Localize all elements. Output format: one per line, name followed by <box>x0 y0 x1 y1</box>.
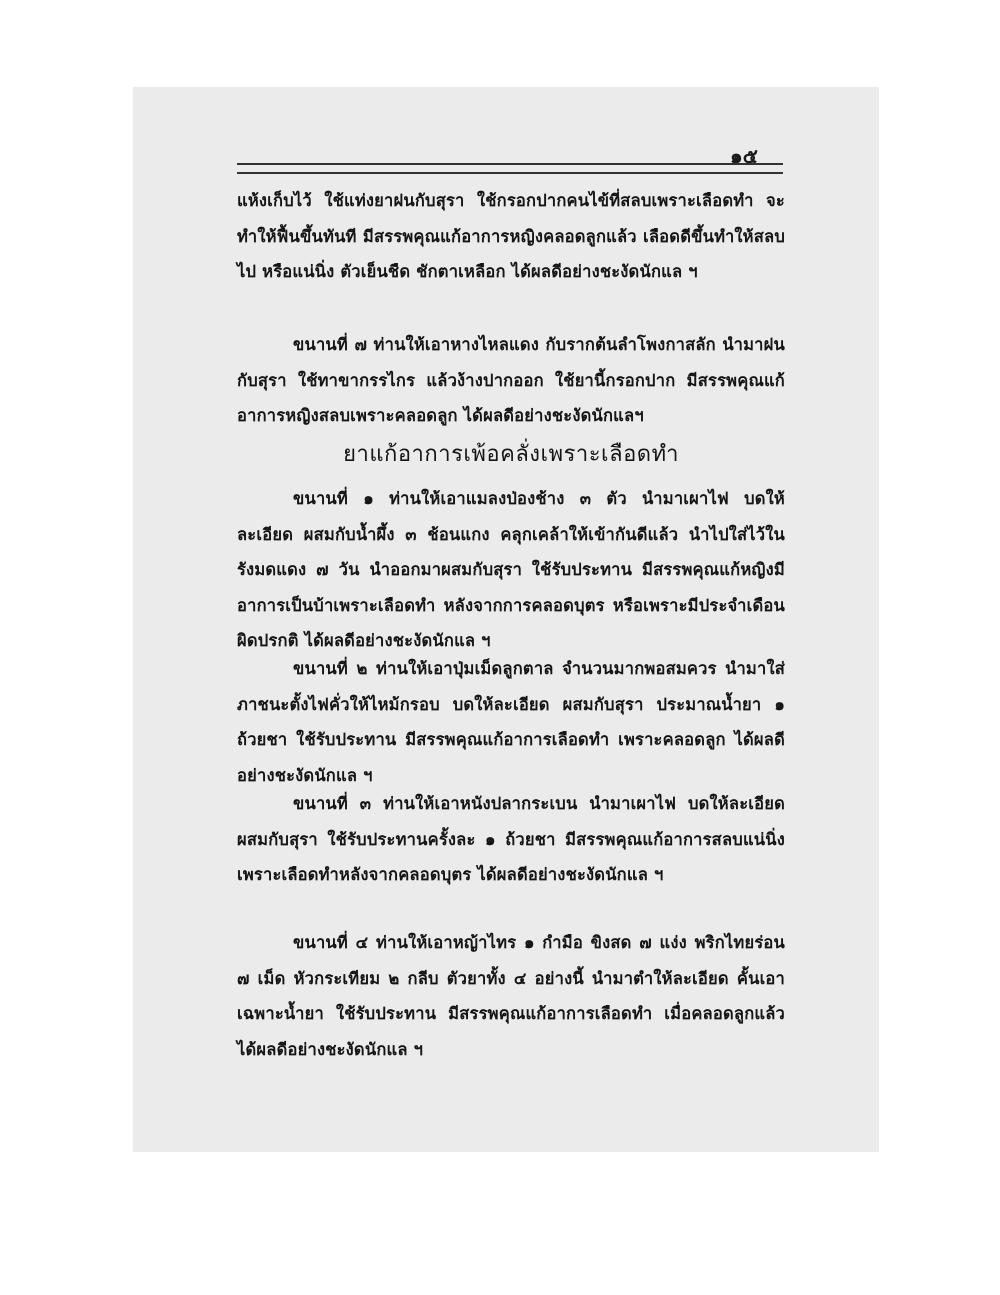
section-heading: ยาแก้อาการเพ้อคลั่งเพราะเลือดทำ <box>343 442 679 467</box>
header-rule <box>237 163 783 174</box>
paragraph-recipe-3: ขนานที่ ๓ ท่านให้เอาหนังปลากระเบน นำมาเผาไฟ บดให้ละเอียดผสมกับสุรา ใช้รับประทานครั้งละ ๑ ถ้วยชา มีสรรพคุณแก้อาการสลบแน่นิ่ง เพราะเลือดทำหลังจากคลอดบุตร ได้ผลดีอย่างชะงัดนักแล ฯ <box>237 794 785 884</box>
paragraph-recipe-7: ขนานที่ ๗ ท่านให้เอาหางไหลแดง กับรากต้นลำโพงกาสลัก นำมาฝนกับสุรา ใช้ทาขากรรไกร แล้วง้างปากออก ใช้ยานี้กรอกปาก มีสรรพคุณแก้อาการหญิงสลบเพราะคลอดลูก ได้ผลดีอย่างชะงัดนักแลฯ <box>237 335 785 425</box>
paragraph-recipe-1: ขนานที่ ๑ ท่านให้เอาแมลงป่องช้าง ๓ ตัว นำมาเผาไฟ บดให้ละเอียด ผสมกับน้ำผึ้ง ๓ ช้อนแกง คลุกเคล้าให้เข้ากันดีแล้ว นำไปใส่ไว้ในรังมดแดง ๗ วัน นำออกมาผสมกับสุรา ใช้รับประทาน มีสรรพคุณแก้หญิงมีอาการเป็นบ้าเพราะเลือดทำ หลังจากการคลอดบุตร หรือเพราะมีประจำเดือนผิดปรกติ ได้ผลดีอย่างชะงัดนักแล ฯ <box>237 489 785 650</box>
paragraph-recipe-2: ขนานที่ ๒ ท่านให้เอาปุ่มเม็ดลูกตาล จำนวนมากพอสมควร นำมาใส่ภาชนะตั้งไฟคั่วให้ไหม้กรอบ บดให้ละเอียด ผสมกับสุรา ประมาณน้ำยา ๑ ถ้วยชา ใช้รับประทาน มีสรรพคุณแก้อาการเลือดทำ เพราะคลอดลูก ได้ผลดีอย่างชะงัดนักแล ฯ <box>237 659 785 785</box>
page-number: ๑๕ <box>730 144 758 168</box>
paragraph-continued: แห้งเก็บไว้ ใช้แท่งยาฝนกับสุรา ใช้กรอกปากคนไข้ที่สลบเพราะเลือดทำ จะทำให้ฟื้นขึ้นทันที มีสรรพคุณแก้อาการหญิงคลอดลูกแล้ว เลือดดีขึ้นทำให้สลบไป หรือแน่นิ่ง ตัวเย็นชืด ชักตาเหลือก ได้ผลดีอย่างชะงัดนักแล ฯ <box>237 191 785 281</box>
paragraph-recipe-4: ขนานที่ ๔ ท่านให้เอาหญ้าไทร ๑ กำมือ ขิงสด ๗ แง่ง พริกไทยร่อน ๗ เม็ด หัวกระเทียม ๒ กลีบ ตัวยาทั้ง ๔ อย่างนี้ นำมาตำให้ละเอียด คั้นเอาเฉพาะน้ำยา ใช้รับประทาน มีสรรพคุณแก้อาการเลือดทำ เมื่อคลอดลูกแล้ว ได้ผลดีอย่างชะงัดนักแล ฯ <box>237 933 785 1059</box>
